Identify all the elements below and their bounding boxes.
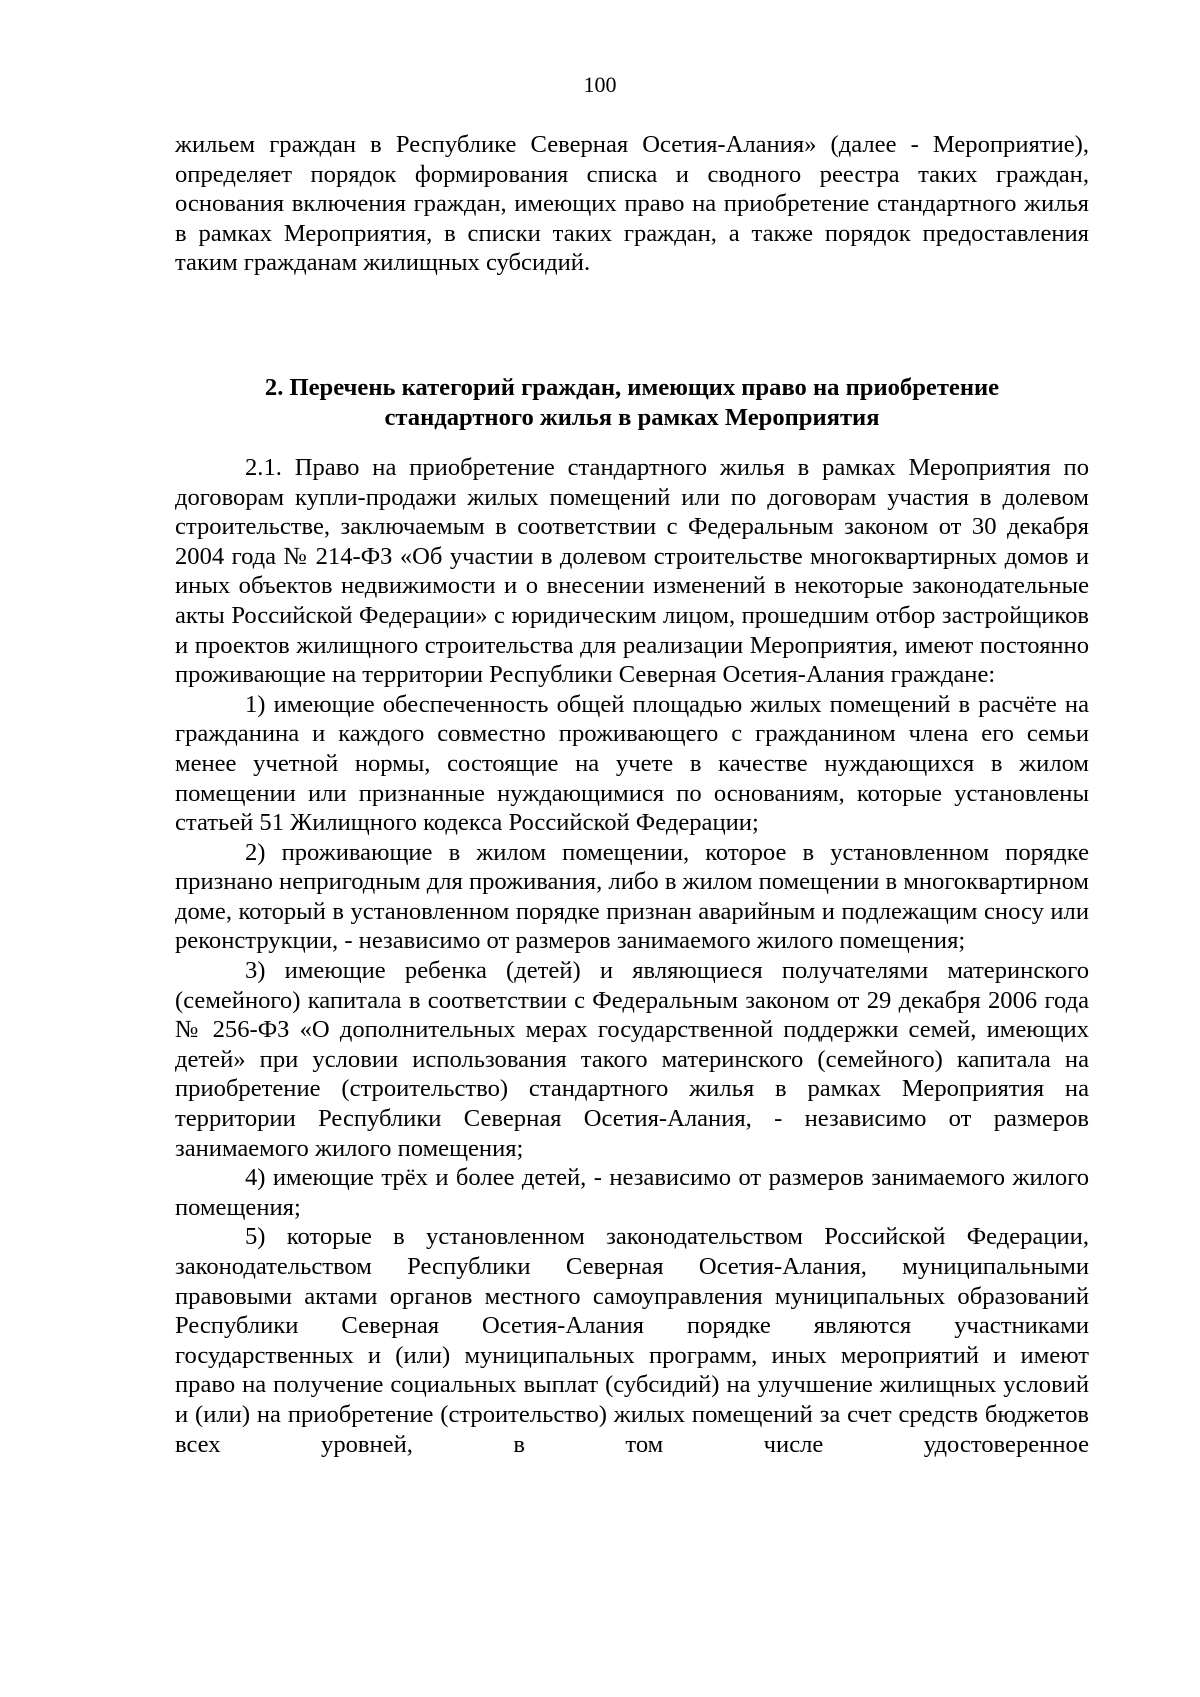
page-number: 100 <box>583 72 617 97</box>
list-item-3: 3) имеющие ребенка (детей) и являющиеся получателями материнского (семейного) капитала в соответствии с Федеральным законом от 29 декабря 2006 года № 256-ФЗ «О дополнительных мерах государственной поддержки семей, имеющих детей» при условии использования такого материнского (семейного) капитала на приобретение (строительство) стандартного жилья в рамках Мероприятия на территории Республики Северная Осетия-Алания, - независимо от размеров занимаемого жилого помещения; <box>175 957 1089 1162</box>
section-heading <box>175 373 1089 433</box>
intro-paragraph: жильем граждан в Республике Северная Осетия-Алания» (далее - Мероприятие), определяет порядок формирования списка и сводного реестра таких граждан, основания включения граждан, имеющих право на приобретение стандартного жилья в рамках Мероприятия, в списки таких граждан, а также порядок предоставления таким гражданам жилищных субсидий. <box>175 131 1089 277</box>
document-body <box>175 130 1089 1459</box>
section-heading-line-1: 2. Перечень категорий граждан, имеющих право на приобретение <box>264 373 1000 401</box>
section-heading-line-2: стандартного жилья в рамках Мероприятия <box>384 403 880 431</box>
list-item-4: 4) имеющие трёх и более детей, - независимо от размеров занимаемого жилого помещения; <box>175 1164 1089 1221</box>
list-item-2: 2) проживающие в жилом помещении, которое в установленном порядке признано непригодным для проживания, либо в жилом помещении в многоквартирном доме, который в установленном порядке признан аварийным и подлежащим сносу или реконструкции, - независимо от размеров занимаемого жилого помещения; <box>175 838 1089 955</box>
paragraph-2-1: 2.1. Право на приобретение стандартного жилья в рамках Мероприятия по договорам купли-продажи жилых помещений или по договорам участия в долевом строительстве, заключаемым в соответствии с Федеральным законом от 30 декабря 2004 года № 214-ФЗ «Об участии в долевом строительстве многоквартирных домов и иных объектов недвижимости и о внесении изменений в некоторые законодательные акты Российской Федерации» с юридическим лицом, прошедшим отбор застройщиков и проектов жилищного строительства для реализации Мероприятия, имеют постоянно проживающие на территории Республики Северная Осетия-Алания граждане: <box>175 453 1089 689</box>
list-item-1: 1) имеющие обеспеченность общей площадью жилых помещений в расчёте на гражданина и каждого совместно проживающего с гражданином члена его семьи менее учетной нормы, состоящие на учете в качестве нуждающихся в жилом помещении или признанные нуждающимися по основаниям, которые установлены статьей 51 Жилищного кодекса Российской Федерации; <box>175 690 1089 837</box>
list-item-5: 5) которые в установленном законодательством Российской Федерации, законодательством Республики Северная Осетия-Алания, муниципальными правовыми актами органов местного самоуправления муниципальных образований Республики Северная Осетия-Алания порядке являются участниками государственных и (или) муниципальных программ, иных мероприятий и имеют право на получение социальных выплат (субсидий) на улучшение жилищных условий и (или) на приобретение (строительство) жилых помещений за счет средств бюджетов всех уровней, в том числе удостоверенное <box>175 1223 1089 1458</box>
